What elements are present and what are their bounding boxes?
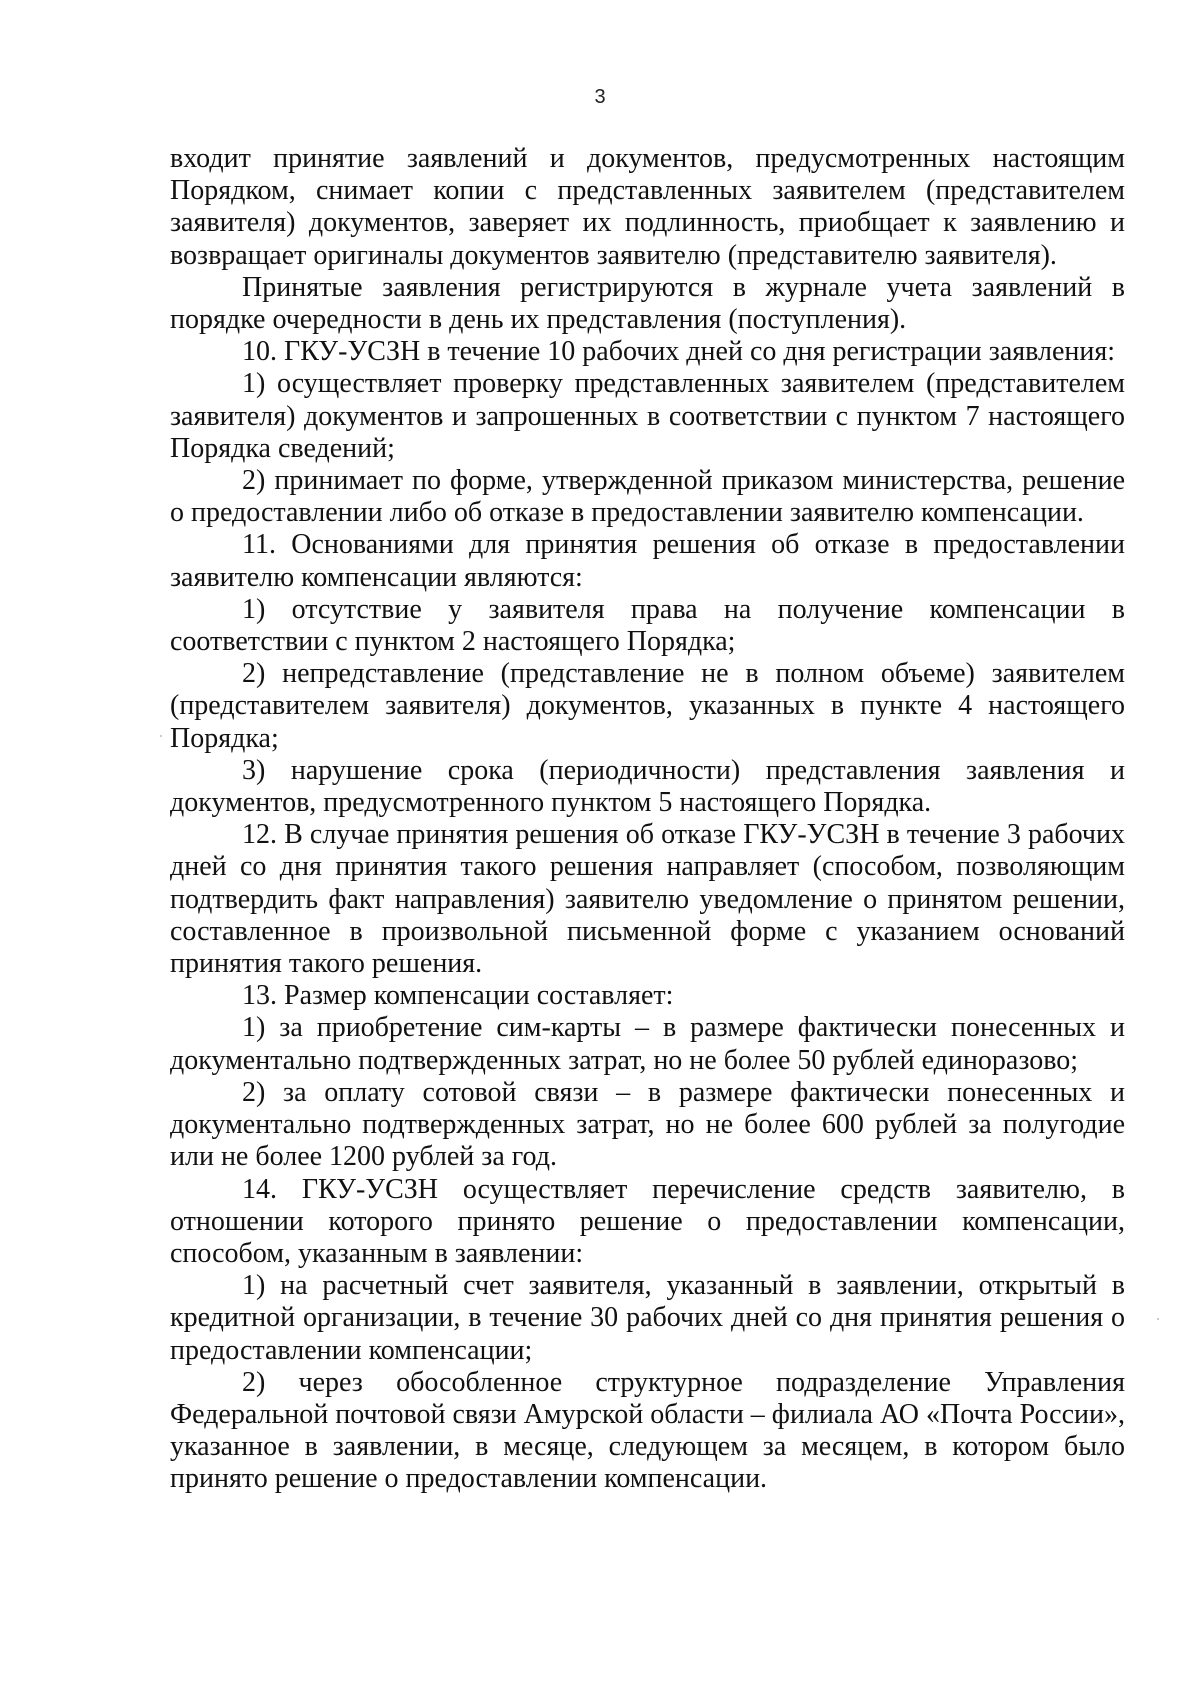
clause-10: 10. ГКУ-УСЗН в течение 10 рабочих дней со дня регистрации заявления: <box>242 336 1116 368</box>
clause-14: 14. ГКУ-УСЗН осуществляет перечисление средств заявителю, в отношении которого принято решение о предоставлении компенсации, способом, указанным в заявлении: <box>170 1173 1125 1269</box>
document-body <box>170 143 1125 1496</box>
clause-10-item-1: 1) осуществляет проверку представленных заявителем (представителем заявителя) документов и запрошенных в соответствии с пунктом 7 настоящего Порядка сведений; <box>170 368 1125 464</box>
clause-12: 12. В случае принятия решения об отказе ГКУ-УСЗН в течение 3 рабочих дней со дня принятия такого решения направляет (способом, позволяющим подтвердить факт направления) заявителю уведомление о принятом решении, составленное в произвольной письменной форме с указанием оснований принятия такого решения. <box>170 819 1125 980</box>
page-number: 3 <box>594 86 606 108</box>
clause-11-item-3: 3) нарушение срока (периодичности) представления заявления и документов, предусмотренного пунктом 5 настоящего Порядка. <box>170 754 1125 819</box>
paragraph-continuation: входит принятие заявлений и документов, предусмотренных настоящим Порядком, снимает копии с представленных заявителем (представителем заявителя) документов, заверяет их подлинность, приобщает к заявлению и возвращает оригиналы документов заявителю (представителю заявителя). <box>170 143 1125 271</box>
clause-14-item-2: 2) через обособленное структурное подразделение Управления Федеральной почтовой связи Амурской области – филиала АО «Почта России», указанное в заявлении, в месяце, следующем за месяцем, в котором было принято решение о предоставлении компенсации. <box>170 1366 1125 1495</box>
clause-13-item-1: 1) за приобретение сим-карты – в размере фактически понесенных и документально подтвержденных затрат, но не более 50 рублей единоразово; <box>170 1012 1125 1076</box>
scan-speck <box>1157 1318 1159 1320</box>
clause-10-item-2: 2) принимает по форме, утвержденной приказом министерства, решение о предоставлении либо об отказе в предоставлении заявителю компенсации. <box>170 465 1125 529</box>
clause-14-item-1: 1) на расчетный счет заявителя, указанный в заявлении, открытый в кредитной организации, в течение 30 рабочих дней со дня принятия решения о предоставлении компенсации; <box>170 1270 1125 1366</box>
clause-13: 13. Размер компенсации составляет: <box>242 980 674 1012</box>
clause-11: 11. Основаниями для принятия решения об отказе в предоставлении заявителю компенсации являются: <box>170 529 1125 593</box>
scan-speck <box>160 735 162 737</box>
clause-11-item-2: 2) непредставление (представление не в полном объеме) заявителем (представителем заявителя) документов, указанных в пункте 4 настоящего Порядка; <box>170 658 1125 754</box>
clause-13-item-2: 2) за оплату сотовой связи – в размере фактически понесенных и документально подтвержденных затрат, но не более 600 рублей за полугодие или не более 1200 рублей за год. <box>170 1076 1125 1173</box>
paragraph-registration: Принятые заявления регистрируются в журнале учета заявлений в порядке очередности в день их представления (поступления). <box>170 271 1125 336</box>
clause-11-item-1: 1) отсутствие у заявителя права на получение компенсации в соответствии с пунктом 2 настоящего Порядка; <box>170 593 1125 658</box>
